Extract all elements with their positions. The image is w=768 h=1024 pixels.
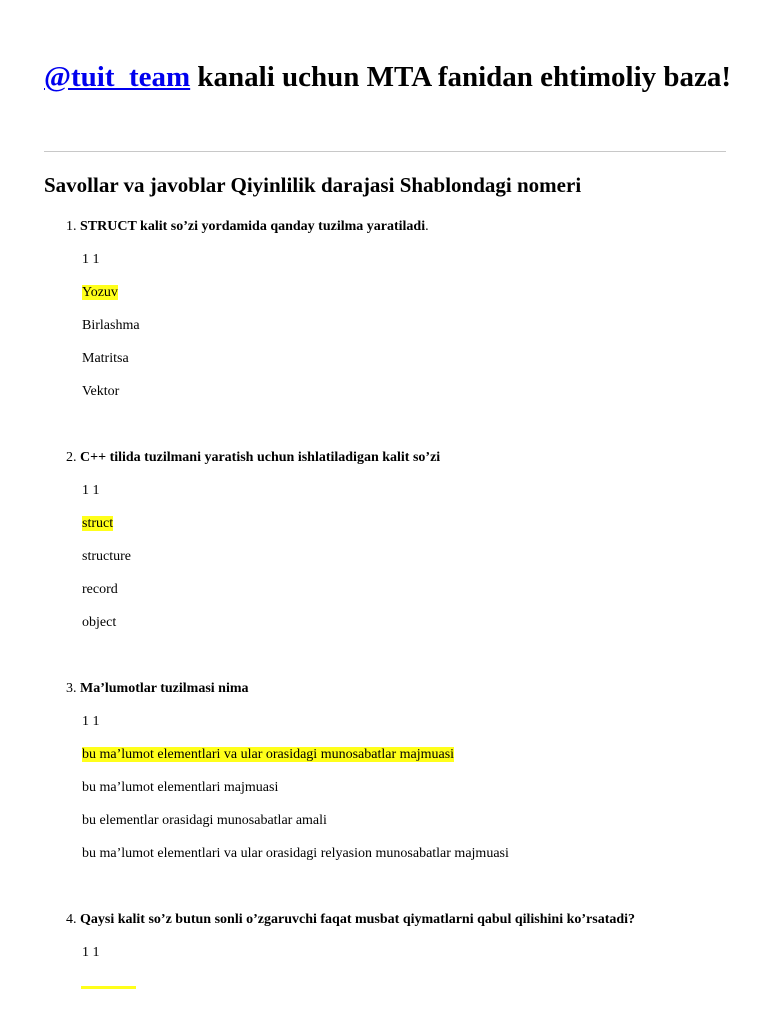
section-heading: Savollar va javoblar Qiyinlilik darajasi Shablondagi nomeri: [44, 173, 582, 197]
correct-answer-highlight: struct: [82, 516, 114, 531]
question-number: 1.: [66, 219, 77, 234]
answer-option: object: [82, 615, 117, 630]
answer-option: bu elementlar orasidagi munosabatlar amali: [82, 813, 327, 828]
answer-option: Vektor: [82, 384, 120, 399]
question-text: Qaysi kalit so’z butun sonli o’zgaruvchi faqat musbat qiymatlarni qabul qilishini ko’rsatadi?: [80, 912, 636, 927]
answer-option-correct: [82, 514, 113, 534]
correct-answer-highlight: Yozuv: [82, 285, 118, 300]
answer-option-correct: [82, 745, 454, 765]
answer-option-correct: [82, 283, 118, 303]
correct-answer-highlight-cutoff: [81, 986, 136, 989]
question-3: [66, 679, 249, 699]
question-text: STRUCT kalit so’zi yordamida qanday tuzilma yaratiladi: [80, 219, 426, 234]
question-4: [66, 910, 635, 930]
question-meta: 1 1: [82, 714, 100, 729]
answer-option: Birlashma: [82, 318, 140, 333]
answer-option: bu ma’lumot elementlari va ular orasidagi relyasion munosabatlar majmuasi: [82, 846, 509, 861]
question-meta: 1 1: [82, 483, 100, 498]
question-text: Ma’lumotlar tuzilmasi nima: [80, 681, 249, 696]
question-suffix: .: [425, 219, 429, 234]
answer-option: record: [82, 582, 118, 597]
answer-option: structure: [82, 549, 131, 564]
horizontal-divider: [44, 151, 726, 152]
answer-option: Matritsa: [82, 351, 129, 366]
title-text: kanali uchun MTA fanidan ehtimoliy baza!: [190, 61, 732, 93]
question-meta: 1 1: [82, 945, 100, 960]
question-number: 4.: [66, 912, 77, 927]
page-title: [44, 58, 734, 96]
question-1: [66, 217, 429, 237]
channel-link[interactable]: @tuit_team: [44, 61, 191, 93]
question-number: 2.: [66, 450, 77, 465]
question-meta: 1 1: [82, 252, 100, 267]
answer-option: bu ma’lumot elementlari majmuasi: [82, 780, 279, 795]
correct-answer-highlight: bu ma’lumot elementlari va ular orasidagi munosabatlar majmuasi: [82, 747, 455, 762]
question-2: [66, 448, 440, 468]
question-text: C++ tilida tuzilmani yaratish uchun ishlatiladigan kalit so’zi: [80, 450, 441, 465]
question-number: 3.: [66, 681, 77, 696]
